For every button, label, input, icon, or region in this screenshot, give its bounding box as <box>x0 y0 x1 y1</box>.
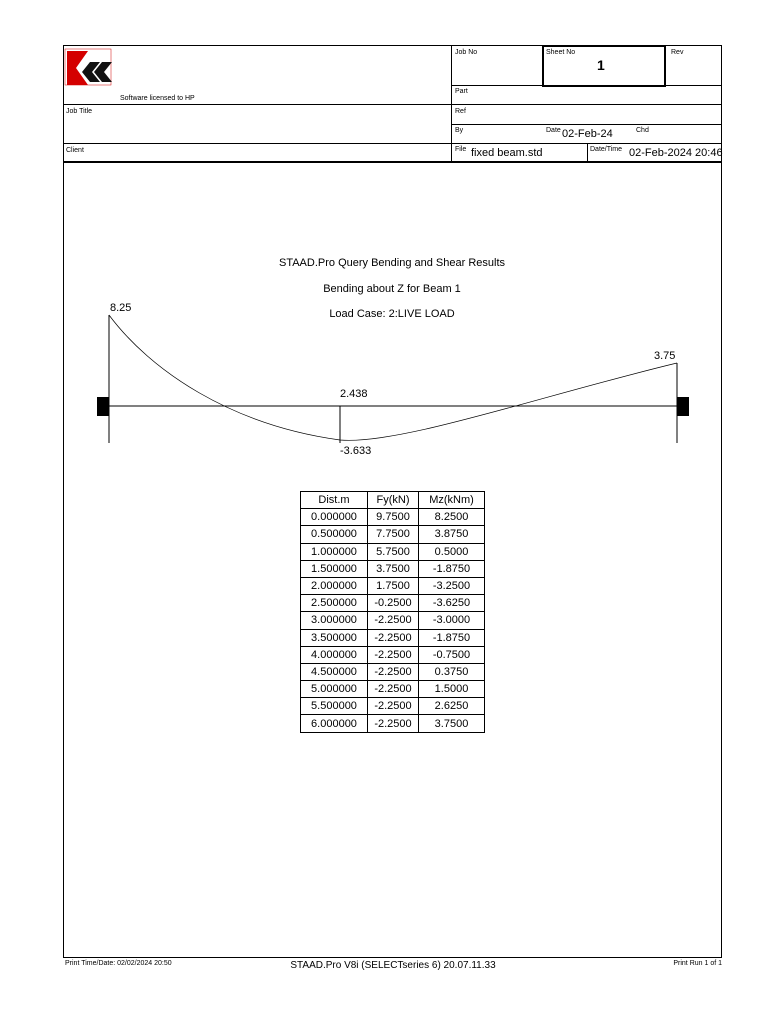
cell-mz: 2.6250 <box>419 698 485 715</box>
cell-mz: -3.6250 <box>419 595 485 612</box>
cell-dist: 1.500000 <box>301 560 368 577</box>
table-row <box>301 509 485 526</box>
cell-dist: 0.500000 <box>301 526 368 543</box>
table-row <box>301 629 485 646</box>
cell-fy: -2.2500 <box>368 715 419 732</box>
cell-dist: 1.000000 <box>301 543 368 560</box>
cell-mz: -3.2500 <box>419 577 485 594</box>
table-row <box>301 577 485 594</box>
cell-fy: -2.2500 <box>368 646 419 663</box>
client-label: Client <box>66 147 84 154</box>
cell-dist: 5.000000 <box>301 681 368 698</box>
mid-positive-label: 2.438 <box>340 388 368 400</box>
left-fixed-support <box>97 397 109 416</box>
cell-mz: -0.7500 <box>419 646 485 663</box>
left-moment-label: 8.25 <box>110 302 132 314</box>
header-fy: Fy(kN) <box>368 492 419 509</box>
cell-fy: 1.7500 <box>368 577 419 594</box>
cell-mz: 3.8750 <box>419 526 485 543</box>
right-moment-label: 3.75 <box>654 350 676 362</box>
cell-mz: 0.3750 <box>419 663 485 680</box>
cell-fy: 5.7500 <box>368 543 419 560</box>
cell-fy: -2.2500 <box>368 629 419 646</box>
header-mz: Mz(kNm) <box>419 492 485 509</box>
table-row <box>301 560 485 577</box>
right-fixed-support <box>677 397 689 416</box>
results-table <box>300 491 485 733</box>
part-label: Part <box>455 88 468 95</box>
cell-fy: 3.7500 <box>368 560 419 577</box>
job-no-label: Job No <box>455 49 478 56</box>
table-row <box>301 715 485 732</box>
bending-moment-diagram <box>0 0 768 480</box>
report-title: STAAD.Pro Query Bending and Shear Results <box>278 257 506 269</box>
print-time: Print Time/Date: 02/02/2024 20:50 <box>65 960 172 967</box>
load-case: Load Case: 2:LIVE LOAD <box>329 308 455 320</box>
cell-fy: -0.2500 <box>368 595 419 612</box>
date-label: Date <box>546 127 561 134</box>
license-text: Software licensed to HP <box>120 95 195 102</box>
software-version: STAAD.Pro V8i (SELECTseries 6) 20.07.11.33 <box>290 960 496 971</box>
ref-label: Ref <box>455 108 466 115</box>
cell-dist: 5.500000 <box>301 698 368 715</box>
datetime-value: 02-Feb-2024 20:46 <box>629 147 723 159</box>
cell-dist: 0.000000 <box>301 509 368 526</box>
table-row <box>301 663 485 680</box>
table-row <box>301 646 485 663</box>
report-subtitle: Bending about Z for Beam 1 <box>323 283 461 295</box>
cell-mz: 0.5000 <box>419 543 485 560</box>
table-row <box>301 543 485 560</box>
cell-fy: 9.7500 <box>368 509 419 526</box>
date-value: 02-Feb-24 <box>562 128 613 140</box>
job-title-label: Job Title <box>66 108 93 115</box>
cell-mz: -1.8750 <box>419 629 485 646</box>
cell-dist: 2.500000 <box>301 595 368 612</box>
table-row <box>301 595 485 612</box>
table-header-row <box>301 492 485 509</box>
table-row <box>301 698 485 715</box>
cell-fy: -2.2500 <box>368 681 419 698</box>
cell-dist: 6.000000 <box>301 715 368 732</box>
cell-mz: -3.0000 <box>419 612 485 629</box>
file-label: File <box>455 146 467 153</box>
table-row <box>301 526 485 543</box>
cell-dist: 2.000000 <box>301 577 368 594</box>
cell-mz: -1.8750 <box>419 560 485 577</box>
cell-fy: -2.2500 <box>368 698 419 715</box>
file-value: fixed beam.std <box>471 147 543 159</box>
cell-fy: 7.7500 <box>368 526 419 543</box>
cell-dist: 4.000000 <box>301 646 368 663</box>
sheet-no-label: Sheet No <box>546 49 576 56</box>
datetime-label: Date/Time <box>590 146 623 153</box>
rev-label: Rev <box>671 49 684 56</box>
cell-mz: 1.5000 <box>419 681 485 698</box>
mid-negative-label: -3.633 <box>340 445 372 457</box>
table-row <box>301 681 485 698</box>
by-label: By <box>455 127 464 134</box>
cell-fy: -2.2500 <box>368 663 419 680</box>
cell-dist: 4.500000 <box>301 663 368 680</box>
cell-dist: 3.500000 <box>301 629 368 646</box>
chd-label: Chd <box>636 127 649 134</box>
cell-dist: 3.000000 <box>301 612 368 629</box>
print-run: Print Run 1 of 1 <box>673 960 722 967</box>
sheet-no-value: 1 <box>597 57 605 73</box>
moment-curve <box>109 315 677 440</box>
header-dist: Dist.m <box>301 492 368 509</box>
cell-fy: -2.2500 <box>368 612 419 629</box>
table-row <box>301 612 485 629</box>
cell-mz: 8.2500 <box>419 509 485 526</box>
cell-mz: 3.7500 <box>419 715 485 732</box>
